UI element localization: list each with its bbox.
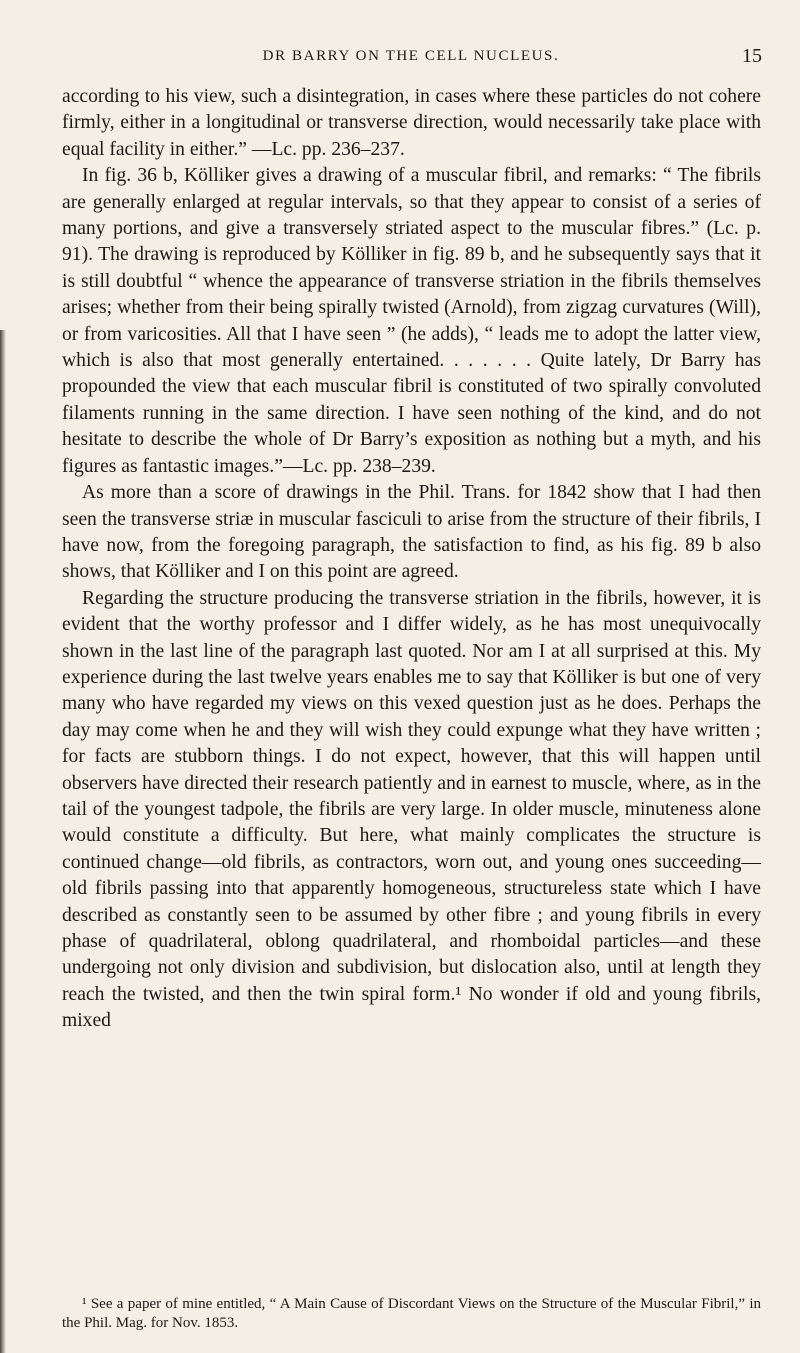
- paragraph-continuation: according to his view, such a disintegration, in cases where these particles do not cohere firmly, either in a longitudinal or transverse direction, would necessarily take place with equal facility in either.” —Lc. pp. 236–237.: [62, 86, 761, 160]
- body-text: [62, 84, 761, 1035]
- paragraph-drawings-agreement: As more than a score of drawings in the Phil. Trans. for 1842 show that I had then seen the transverse striæ in muscular fasciculi to arise from the structure of their fibrils, I have now, from the foregoing paragraph, the satisfaction to find, as his fig. 89 b also shows, that Kölliker and I on this point are agreed.: [62, 482, 761, 583]
- paragraph-striation-structure: Regarding the structure producing the transverse striation in the fibrils, however, it is evident that the worthy professor and I differ widely, as he has most unequivocally shown in the last line of the paragraph last quoted. Nor am I at all surprised at this. My experience during the last twelve years enables me to say that Kölliker is but one of very many who have regarded my views on this vexed question just as he does. Perhaps the day may come when he and they will wish they could expunge what they have written ; for facts are stubborn things. I do not expect, however, that this will happen until observers have directed their research patiently and in earnest to muscle, where, as in the tail of the youngest tadpole, the fibrils are very large. In older muscle, minuteness alone would constitute a difficulty. But here, what mainly complicates the structure is continued change—old fibrils, as contractors, worn out, and young ones succeeding—old fibrils passing into that apparently homogeneous, structureless state which I have described as constantly seen to be assumed by other fibre ; and young fibrils in every phase of quadrilateral, oblong quadrilateral, and rhomboidal particles—and these undergoing not only division and subdivision, but dislocation also, until at length they reach the twisted, and then the twin spiral form.¹ No wonder if old and young fibrils, mixed: [62, 587, 761, 1032]
- page-number: 15: [742, 45, 762, 67]
- running-title: DR BARRY ON THE CELL NUCLEUS.: [262, 48, 560, 64]
- footnote: ¹ See a paper of mine entitled, “ A Main Cause of Discordant Views on the Structure of the Muscular Fibril,” in the Phil. Mag. for Nov. 1853.: [62, 1296, 761, 1331]
- paragraph-kolliker-fibril: In fig. 36 b, Kölliker gives a drawing of a muscular fibril, and remarks: “ The fibrils are generally enlarged at regular intervals, so that they appear to consist of a series of many portions, and give a transversely striated aspect to the muscular fibres.” (Lc. p. 91). The drawing is reproduced by Kölliker in fig. 89 b, and he subsequently says that it is still doubtful “ whence the appearance of transverse striation in the fibrils themselves arises; whether from their being spirally twisted (Arnold), from zigzag curvatures (Will), or from varicosities. All that I have seen ” (he adds), “ leads me to adopt the latter view, which is also that most generally entertained. . . . . . . Quite lately, Dr Barry has propounded the view that each muscular fibril is constituted of two spirally convoluted filaments running in the same direction. I have seen nothing of the kind, and do not hesitate to describe the whole of Dr Barry’s exposition as nothing but a myth, and his figures as fantastic images.”—Lc. pp. 238–239.: [62, 165, 761, 477]
- page-edge-shadow: [0, 330, 6, 1353]
- page-header: [60, 45, 762, 70]
